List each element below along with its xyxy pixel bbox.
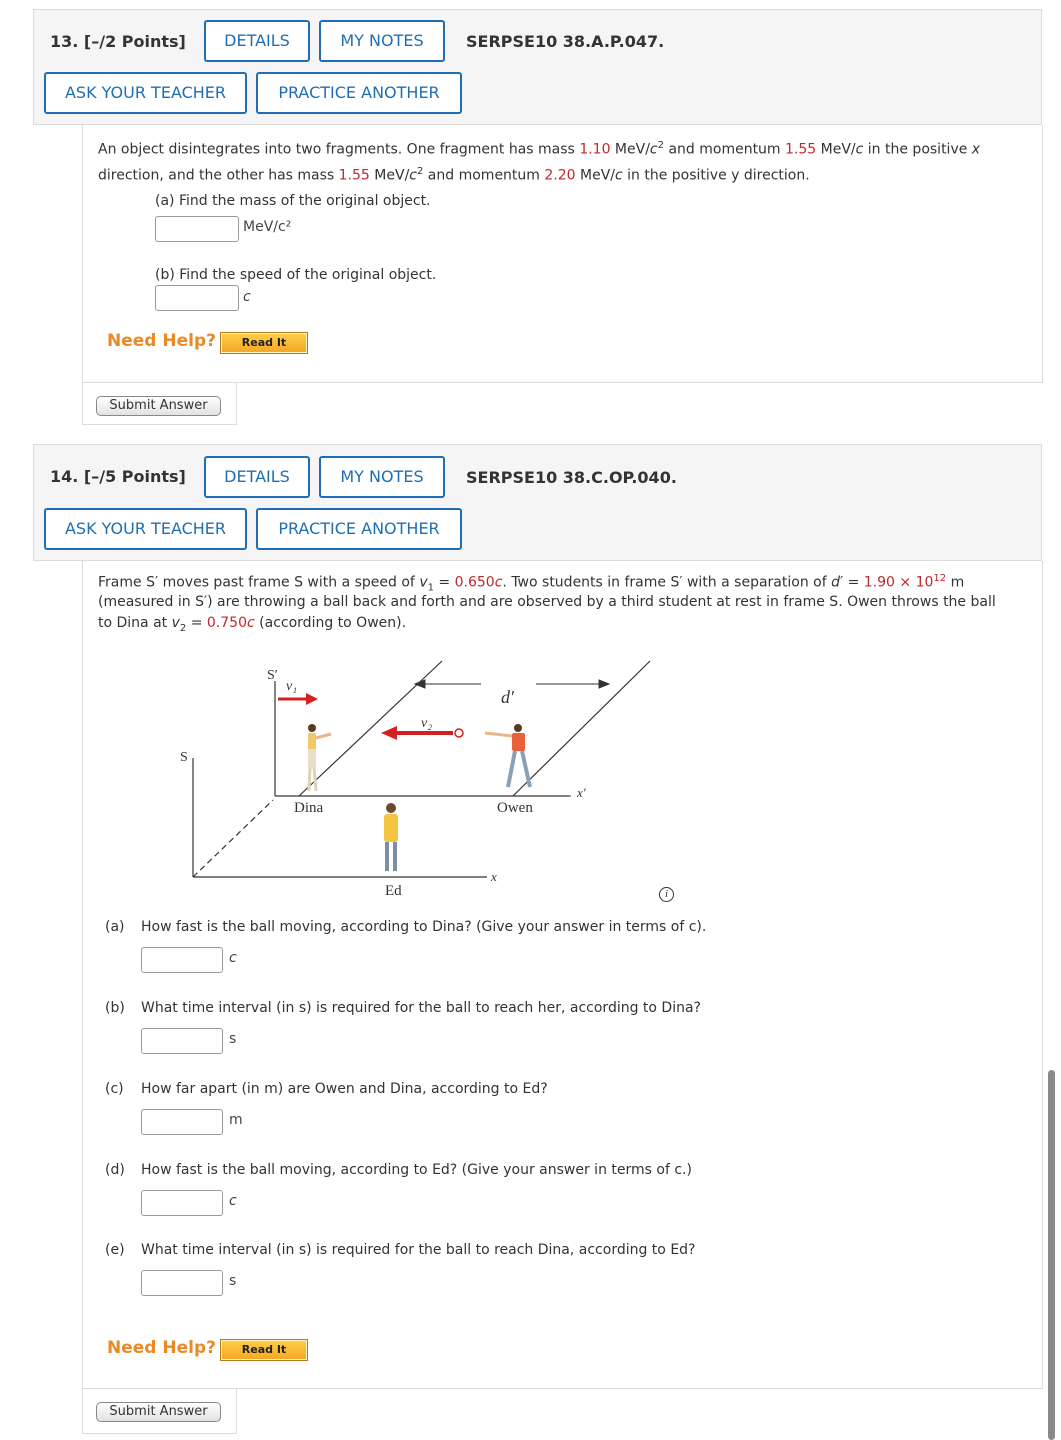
- q13-stem-line1: An object disintegrates into two fragments. One fragment has mass 1.10 MeV/$c^2$ and momentum 1.55 MeV/c in the positive x: [98, 140, 981, 158]
- q14-part-label: (e): [105, 1242, 125, 1258]
- q13-my-notes-button[interactable]: MY NOTES: [319, 20, 445, 62]
- q13-ask-teacher-button[interactable]: ASK YOUR TEACHER: [44, 72, 247, 114]
- q14-header: [33, 444, 1042, 561]
- q14-part-question: How fast is the ball moving, according to Ed? (Give your answer in terms of c.): [141, 1162, 692, 1178]
- q14-part-label: (c): [105, 1081, 124, 1097]
- q14-part-question: What time interval (in s) is required for the ball to reach Dina, according to Ed?: [141, 1242, 696, 1258]
- fig-label-x: x: [491, 869, 497, 884]
- q14-need-help: Need Help?: [107, 1338, 216, 1358]
- q13-part-a-input[interactable]: [155, 216, 239, 242]
- fig-label-v2: v₂: [421, 716, 433, 731]
- q14-stem-line1: Frame S′ moves past frame S with a speed of $v_1 = 0.650c$. Two students in frame S′ with a separation of $d' = 1.90 \times 10^{12}$ m: [98, 573, 965, 594]
- q13-part-b-unit: c: [243, 289, 251, 305]
- fig-label-s: S: [180, 750, 188, 765]
- q13-part-a-unit: MeV/c²: [243, 219, 292, 235]
- q14-part-unit: s: [229, 1031, 237, 1047]
- q14-body: [82, 561, 1043, 1389]
- q14-part-unit: c: [229, 950, 237, 966]
- q13-part-a-label: (a) Find the mass of the original object.: [155, 193, 431, 209]
- owen-figure: [485, 724, 530, 787]
- ed-figure: [384, 803, 398, 871]
- q13-submit-area: [82, 383, 237, 425]
- q13-part-b-input[interactable]: [155, 285, 239, 311]
- fig-label-ed: Ed: [385, 883, 402, 899]
- q14-part-input[interactable]: [141, 1109, 223, 1135]
- q14-part-label: (d): [105, 1162, 125, 1178]
- q14-part-input[interactable]: [141, 1028, 223, 1054]
- info-icon[interactable]: i: [659, 887, 674, 902]
- q13-details-button[interactable]: DETAILS: [204, 20, 310, 62]
- q14-submit-area: [82, 1389, 237, 1434]
- q14-part-label: (b): [105, 1000, 125, 1016]
- q13-read-it-button[interactable]: Read It: [220, 332, 308, 354]
- q13-stem-line2: direction, and the other has mass 1.55 MeV/$c^2$ and momentum 2.20 MeV/c in the positive y direction.: [98, 166, 810, 184]
- q13-header: [33, 9, 1042, 125]
- q14-read-it-button[interactable]: Read It: [220, 1339, 308, 1361]
- q13-part-b-label: (b) Find the speed of the original object.: [155, 267, 437, 283]
- frame-s-axes: [193, 758, 487, 877]
- fig-label-sprime: S′: [267, 668, 278, 683]
- q14-stem-line3: to Dina at $v_2 = 0.750c$ (according to Owen).: [98, 615, 407, 634]
- q14-part-input[interactable]: [141, 1190, 223, 1216]
- fig-label-dina: Dina: [294, 800, 324, 816]
- fig-label-dprime: d′: [501, 687, 514, 707]
- q13-need-help: Need Help?: [107, 331, 216, 351]
- dina-figure: [308, 724, 331, 791]
- q13-practice-another-button[interactable]: PRACTICE ANOTHER: [256, 72, 462, 114]
- fig-label-owen: Owen: [497, 800, 533, 816]
- q14-part-input[interactable]: [141, 947, 223, 973]
- q14-part-label: (a): [105, 919, 125, 935]
- q14-part-unit: s: [229, 1273, 237, 1289]
- frame-sprime-axes: [275, 661, 650, 796]
- v1-arrow: [278, 693, 318, 705]
- q13-number: 13. [–/2 Points]: [50, 32, 186, 51]
- q14-part-question: How far apart (in m) are Owen and Dina, according to Ed?: [141, 1081, 548, 1097]
- q14-practice-another-button[interactable]: PRACTICE ANOTHER: [256, 508, 462, 550]
- q13-body: [82, 125, 1043, 383]
- q14-number: 14. [–/5 Points]: [50, 467, 186, 486]
- fig-label-xprime: x′: [577, 785, 586, 800]
- q14-part-input[interactable]: [141, 1270, 223, 1296]
- relativity-figure: [173, 653, 753, 903]
- q14-part-question: What time interval (in s) is required for the ball to reach her, according to Dina?: [141, 1000, 701, 1016]
- fig-label-v1: v₁: [286, 679, 298, 694]
- q14-part-unit: c: [229, 1193, 237, 1209]
- q14-part-unit: m: [229, 1112, 243, 1128]
- q14-ask-teacher-button[interactable]: ASK YOUR TEACHER: [44, 508, 247, 550]
- q14-details-button[interactable]: DETAILS: [204, 456, 310, 498]
- q14-submit-button[interactable]: Submit Answer: [96, 1402, 221, 1422]
- q14-problem-code: SERPSE10 38.C.OP.040.: [466, 468, 677, 487]
- page-scrollbar[interactable]: [1048, 1070, 1055, 1440]
- q13-problem-code: SERPSE10 38.A.P.047.: [466, 32, 665, 51]
- q14-part-question: How fast is the ball moving, according to Dina? (Give your answer in terms of c).: [141, 919, 707, 935]
- q14-my-notes-button[interactable]: MY NOTES: [319, 456, 445, 498]
- q13-submit-button[interactable]: Submit Answer: [96, 396, 221, 416]
- q14-stem-line2: (measured in S′) are throwing a ball back and forth and are observed by a third student at rest in frame S. Owen throws the ball: [98, 594, 996, 610]
